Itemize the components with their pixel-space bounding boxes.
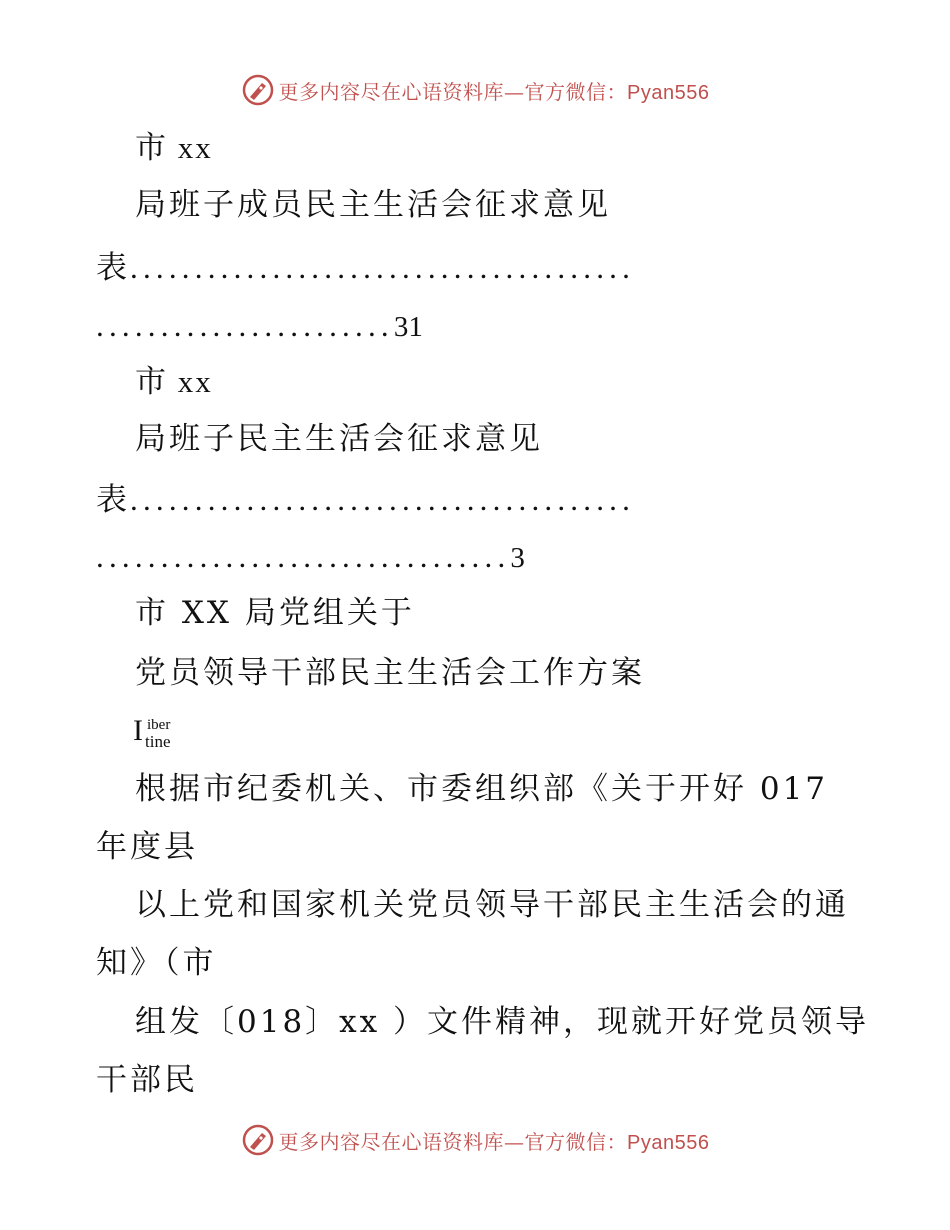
leader-dots: ................................ (96, 539, 511, 574)
line-text: 党员领导干部民主生活会工作方案 (135, 655, 645, 691)
watermark-text (279, 1126, 710, 1155)
body-line-5 (135, 1004, 869, 1040)
line-text: 市 xx (135, 364, 213, 399)
line-text: 表 (96, 250, 130, 286)
body-line-3 (135, 887, 849, 923)
page-number: 3 (510, 542, 525, 574)
doc-title-line-1 (135, 595, 415, 631)
toc-line-8 (96, 541, 525, 573)
toc-line-5 (135, 366, 213, 398)
watermark-text (279, 76, 710, 105)
ocr-artifact-glyph (133, 716, 193, 756)
line-text: 知》（市 (96, 945, 217, 981)
line-text: 干部民 (96, 1062, 198, 1098)
toc-line-4 (96, 310, 423, 342)
watermark-wechat-id: Pyan556 (627, 1131, 710, 1154)
line-text: 根据市纪委机关、市委组织部《关于开好 017 (135, 771, 829, 807)
toc-line-7 (96, 484, 635, 516)
watermark-label: 更多内容尽在心语资料库—官方微信： (278, 1129, 628, 1154)
watermark-banner-bottom (0, 1120, 950, 1160)
watermark-banner-top (0, 70, 950, 110)
line-text: 市 xx (135, 130, 213, 165)
glyph-sup: iber (147, 717, 171, 733)
line-text: 局班子民主生活会征求意见 (135, 421, 543, 457)
doc-title-line-2 (135, 655, 645, 691)
line-text: 表 (96, 482, 130, 518)
body-line-2 (96, 829, 198, 865)
line-text: 局班子成员民主生活会征求意见 (135, 187, 611, 223)
body-line-6 (96, 1062, 198, 1098)
toc-line-3 (96, 252, 635, 284)
toc-line-2 (135, 187, 611, 223)
glyph-main: I (133, 714, 143, 747)
leader-dots: ....................... (96, 308, 394, 343)
glyph-sub: tine (145, 732, 171, 751)
body-line-1 (135, 771, 829, 807)
body-line-4 (96, 945, 217, 981)
pen-nib-seal-icon (241, 1123, 275, 1157)
line-text: 以上党和国家机关党员领导干部民主生活会的通 (135, 887, 849, 923)
pen-nib-seal-icon (241, 73, 275, 107)
leader-dots: ....................................... (130, 250, 636, 285)
page-number: 31 (393, 311, 423, 343)
line-text: 市 XX 局党组关于 (135, 595, 415, 631)
toc-line-6 (135, 421, 543, 457)
watermark-label: 更多内容尽在心语资料库—官方微信： (278, 79, 628, 104)
line-text: 年度县 (96, 829, 198, 865)
toc-line-1 (135, 132, 213, 164)
line-text: 组发〔018〕xx ）文件精神，现就开好党员领导 (135, 1004, 869, 1040)
watermark-wechat-id: Pyan556 (627, 81, 710, 104)
leader-dots: ....................................... (130, 482, 636, 517)
